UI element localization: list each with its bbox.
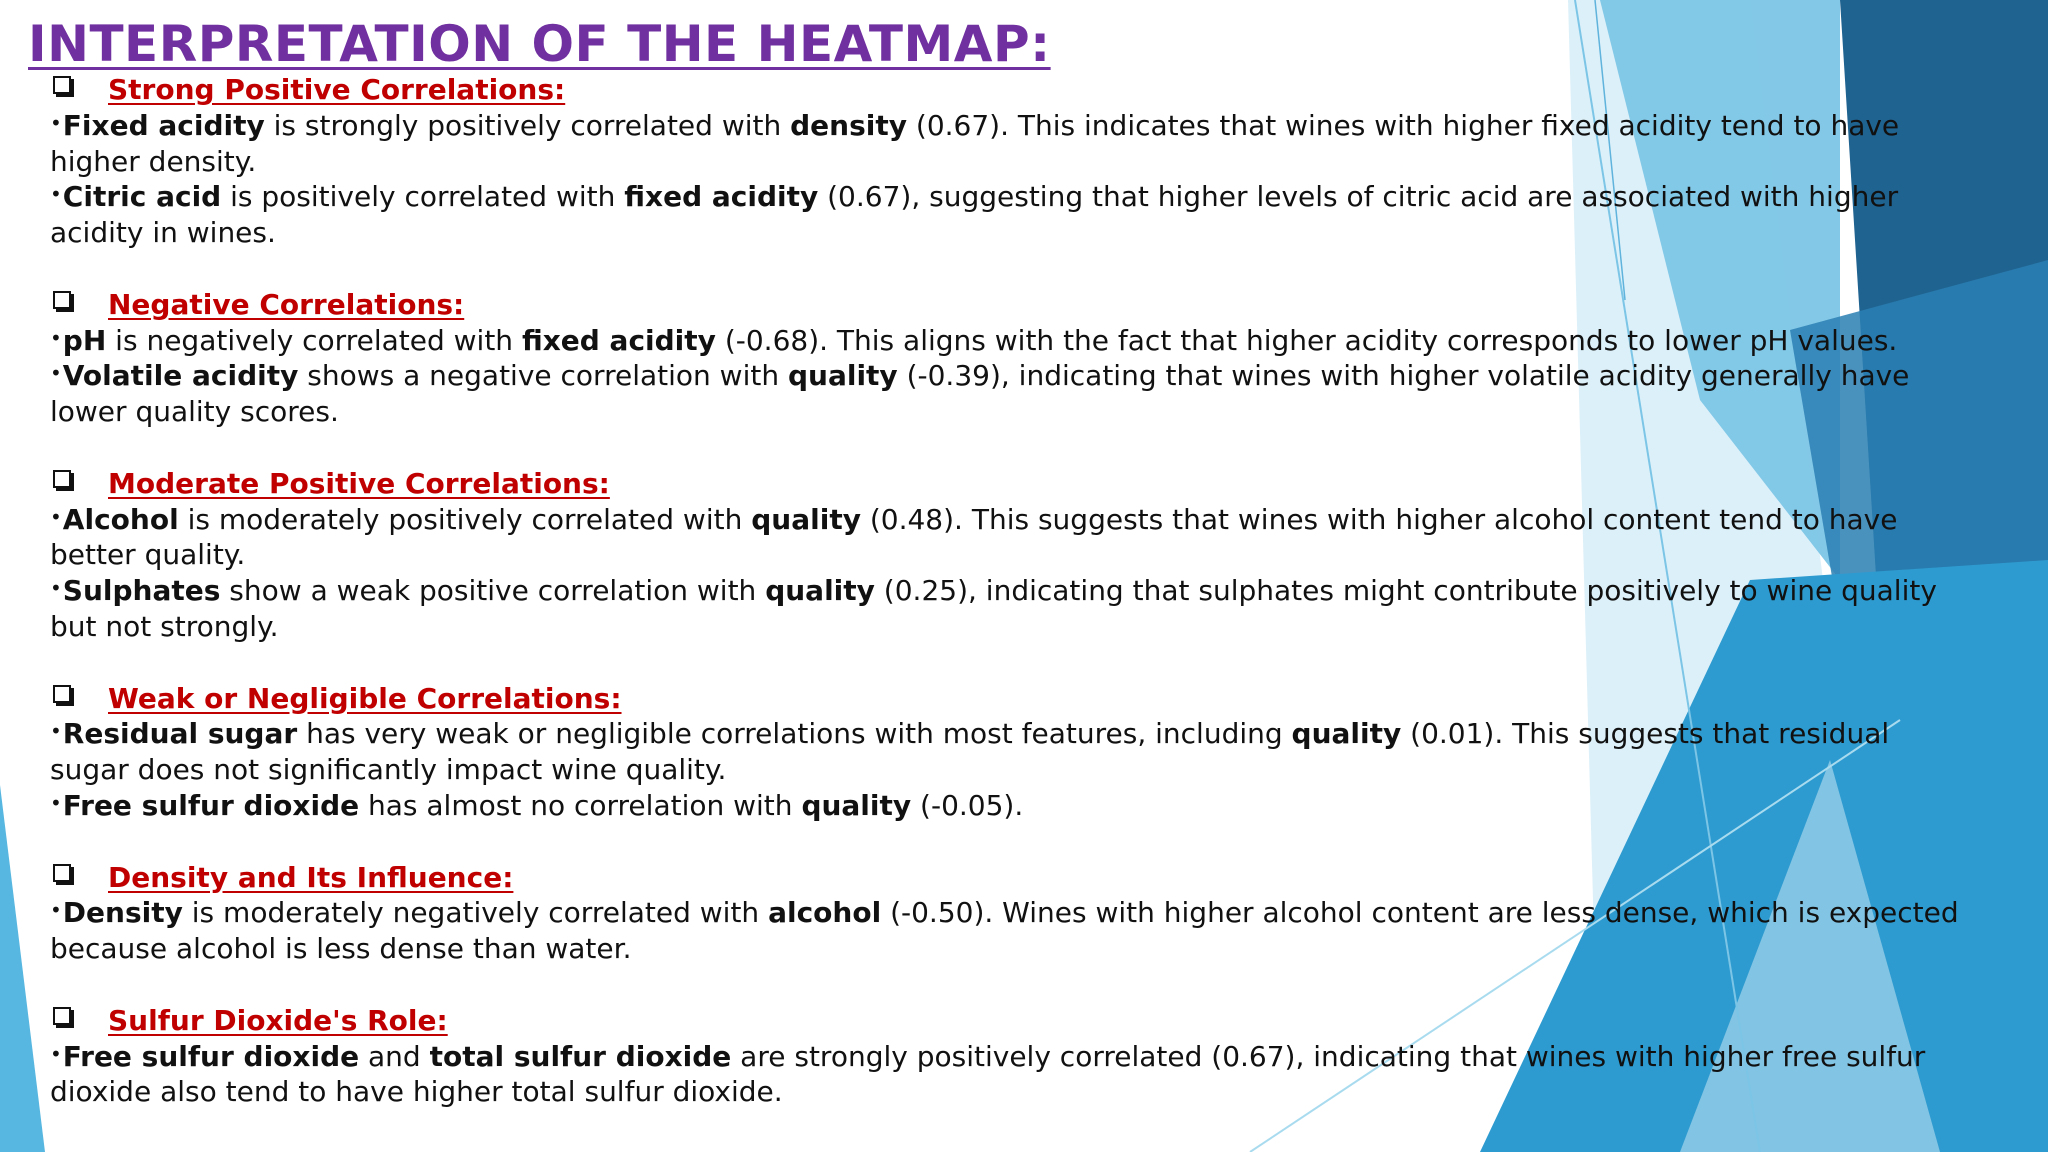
section-heading-text: Sulfur Dioxide's Role:: [108, 1003, 448, 1037]
bullet-item: [50, 716, 1960, 788]
bullet-text: is moderately positively correlated with: [178, 502, 752, 536]
bullet-dot-icon: •: [50, 1041, 62, 1066]
slide-body: [50, 72, 1960, 1110]
bullet-text: (0.67), suggesting that higher levels of citric acid are associated with higher acidity in wines.: [50, 180, 1899, 250]
section-heading: [50, 860, 1960, 896]
bullet-text: and: [359, 1039, 430, 1073]
bullet-bold-term: alcohol: [768, 896, 882, 930]
section-heading: [50, 466, 1960, 502]
section-heading-text: Moderate Positive Correlations:: [108, 466, 610, 500]
bullet-text: (-0.05).: [911, 788, 1024, 822]
bullet-dot-icon: •: [50, 898, 62, 923]
bullet-dot-icon: •: [50, 576, 62, 601]
bullet-bold-term: quality: [1291, 717, 1402, 751]
bullet-dot-icon: •: [50, 182, 62, 207]
bullet-item: [50, 788, 1960, 824]
section: [50, 1003, 1960, 1110]
checkbox-bullet-icon: [53, 470, 71, 488]
bullet-bold-term: Alcohol: [62, 502, 179, 536]
bullet-item: [50, 323, 1960, 359]
bullet-dot-icon: •: [50, 790, 62, 815]
bullet-text: shows a negative correlation with: [298, 359, 788, 393]
bullet-bold-term: total sulfur dioxide: [429, 1039, 732, 1073]
bullet-text: show a weak positive correlation with: [220, 574, 766, 608]
bullet-bold-term: Volatile acidity: [62, 359, 299, 393]
bullet-text: (0.48). This suggests that wines with higher alcohol content tend to have better quality.: [50, 502, 1898, 572]
section-heading: [50, 681, 1960, 717]
section: [50, 681, 1960, 824]
bullet-text: is positively correlated with: [221, 180, 625, 214]
bullet-bold-term: quality: [751, 502, 861, 536]
bullet-item: [50, 573, 1960, 645]
checkbox-bullet-icon: [53, 685, 71, 703]
checkbox-bullet-icon: [53, 1007, 71, 1025]
bullet-item: [50, 502, 1960, 574]
bullet-text: (0.01). This suggests that residual sugar does not significantly impact wine quality.: [50, 717, 1890, 787]
bullet-text: (-0.50). Wines with higher alcohol content are less dense, which is expected because alcohol is less dense than water.: [50, 896, 1959, 966]
bullet-text: are strongly positively correlated (0.67), indicating that wines with higher free sulfur dioxide also tend to have higher total sulfur dioxide.: [50, 1039, 1926, 1109]
bullet-bold-term: Free sulfur dioxide: [62, 1039, 360, 1073]
checkbox-bullet-icon: [53, 76, 71, 94]
bullet-bold-term: Free sulfur dioxide: [62, 788, 360, 822]
section-heading-text: Negative Correlations:: [108, 287, 465, 321]
bullet-dot-icon: •: [50, 325, 62, 350]
bullet-bold-term: pH: [62, 323, 107, 357]
bullet-dot-icon: •: [50, 361, 62, 386]
slide-title: INTERPRETATION OF THE HEATMAP:: [28, 15, 1051, 73]
section-heading-text: Strong Positive Correlations:: [108, 73, 566, 106]
section-heading-text: Weak or Negligible Correlations:: [108, 681, 622, 715]
bullet-item: [50, 179, 1960, 251]
bullet-text: has very weak or negligible correlations with most features, including: [297, 717, 1292, 751]
section: [50, 72, 1960, 251]
section: [50, 466, 1960, 645]
bullet-bold-term: quality: [787, 359, 898, 393]
bullet-bold-term: density: [790, 108, 908, 142]
bullet-text: (0.67). This indicates that wines with higher fixed acidity tend to have higher density.: [50, 108, 1900, 178]
checkbox-bullet-icon: [53, 291, 71, 309]
section-heading-text: Density and Its Influence:: [108, 860, 514, 894]
bullet-dot-icon: •: [50, 110, 62, 135]
bullet-bold-term: Fixed acidity: [62, 108, 265, 142]
bullet-text: (-0.68). This aligns with the fact that higher acidity corresponds to lower pH values.: [715, 323, 1898, 357]
bullet-dot-icon: •: [50, 504, 62, 529]
section: [50, 287, 1960, 430]
bullet-dot-icon: •: [50, 719, 62, 744]
bullet-text: (-0.39), indicating that wines with higher volatile acidity generally have lower quality scores.: [50, 359, 1910, 429]
checkbox-bullet-icon: [53, 864, 71, 882]
bullet-item: [50, 1039, 1960, 1111]
bullet-bold-term: fixed acidity: [624, 180, 819, 214]
bullet-item: [50, 108, 1960, 180]
bullet-item: [50, 895, 1960, 967]
bullet-text: (0.25), indicating that sulphates might contribute positively to wine quality but not strongly.: [50, 574, 1937, 643]
section-heading: [50, 72, 1960, 108]
section-heading: [50, 1003, 1960, 1039]
bullet-bold-term: Citric acid: [62, 180, 222, 214]
bullet-text: has almost no correlation with: [359, 788, 802, 822]
bullet-bold-term: quality: [765, 574, 875, 608]
section: [50, 860, 1960, 967]
bullet-bold-term: Sulphates: [62, 574, 221, 608]
bullet-text: is negatively correlated with: [106, 323, 522, 357]
section-heading: [50, 287, 1960, 323]
bullet-text: is moderately negatively correlated with: [182, 896, 769, 930]
bullet-bold-term: fixed acidity: [521, 323, 716, 357]
bullet-text: is strongly positively correlated with: [264, 108, 791, 142]
bullet-bold-term: Residual sugar: [62, 717, 298, 751]
bullet-bold-term: Density: [62, 896, 183, 930]
bullet-item: [50, 358, 1960, 430]
bullet-bold-term: quality: [801, 788, 912, 822]
